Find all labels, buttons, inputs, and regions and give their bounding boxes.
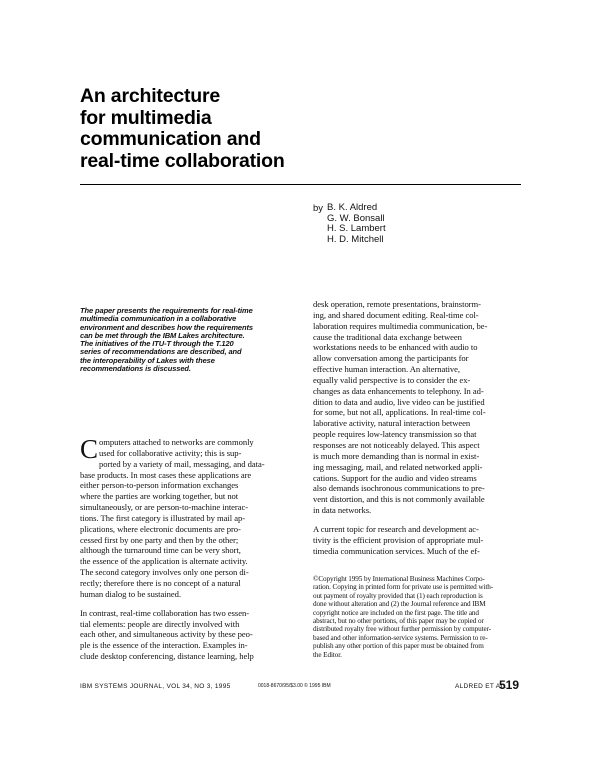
paragraph-gap (313, 516, 523, 524)
author-list (327, 203, 386, 245)
title-line: communication and (80, 128, 261, 150)
abstract-line: The paper presents the requirements for real-time (80, 306, 253, 315)
author-name: B. K. Aldred (327, 202, 378, 213)
body-line: In contrast, real-time collaboration has two essen- (80, 607, 250, 618)
article-title (80, 86, 380, 172)
body-line: simultaneously, or are person-to-machine interac- (80, 502, 249, 513)
body-line: although the turnaround time can be very short, (80, 545, 241, 556)
body-line: tial elements: people are directly involved with (80, 618, 240, 629)
abstract-line: series of recommendations are described, and (80, 347, 242, 357)
body-line: equally valid perspective is to consider the ex- (313, 374, 471, 385)
body-line: clude desktop conferencing, distance learning, help (80, 651, 254, 662)
body-line: ing, and shared document editing. Real-time col- (313, 309, 479, 320)
drop-cap: C (80, 434, 98, 464)
body-line: human dialog to be sustained. (80, 588, 181, 599)
body-line: each other, and simultaneous activity by these peo- (80, 629, 253, 640)
body-line: where the parties are working together, but not (80, 491, 239, 502)
body-line: workstations needs to be enhanced with audio to (313, 342, 478, 353)
title-line: real-time collaboration (80, 149, 285, 172)
running-author: ALDRED ET AL. (455, 683, 507, 690)
body-line: ing messaging, mail, and related networked appli- (313, 461, 483, 472)
body-line: timedia communication services. Much of the ef- (313, 545, 480, 556)
title-line: for multimedia (80, 106, 212, 129)
footnote-line: ©Copyright 1995 by International Business Machines Corpo- (313, 575, 485, 583)
body-line: either person-to-person information exchanges (80, 480, 239, 491)
left-column (80, 434, 300, 662)
body-line: cations. Support for the audio and video streams (313, 472, 477, 483)
body-line: A current topic for research and development ac- (313, 523, 479, 534)
body-line: vent distortion, and this is not commonly available (313, 494, 485, 505)
body-line: in data networks. (313, 505, 372, 516)
body-line: responses are not noticeably delayed. This aspect (313, 439, 480, 450)
abstract-line: The initiatives of the ITU-T through the T.120 (80, 339, 234, 349)
body-line: ple is the essence of the interaction. Examples in- (80, 640, 248, 651)
abstract-line: can be met through the IBM Lakes architecture. (80, 330, 245, 340)
footnote-line: abstract, but no other portions, of this paper may be copied or (313, 617, 484, 626)
page-number: 519 (499, 678, 520, 692)
paragraph-gap (80, 600, 300, 608)
body-line: people requires low-latency transmission so that (313, 429, 477, 440)
author-name: H. S. Lambert (327, 223, 386, 235)
body-line: laborative activity, natural interaction between (313, 418, 471, 429)
body-line: laboration requires multimedia communication, be- (313, 320, 488, 331)
body-line: tivity is the efficient provision of appropriate mul- (313, 534, 484, 545)
copyright-footnote (313, 575, 523, 659)
footnote-line: ration. Copying in printed form for private use is permitted with- (313, 583, 494, 592)
abstract-line: recommendations is discussed. (80, 364, 191, 374)
author-name: G. W. Bonsall (327, 212, 385, 224)
footnote-line: copyright notice are included on the first page. The title and (313, 608, 479, 617)
body-line: the essence of the application is alternate activity. (80, 556, 248, 567)
body-line: also demands isochronous communications to pre- (313, 483, 485, 494)
body-line: changes as data enhancements to telephony. In ad- (313, 385, 484, 396)
footnote-line: distributed royalty free without further permission by computer- (313, 625, 492, 634)
footnote-line: done without alteration and (2) the Journal reference and IBM (313, 600, 486, 609)
body-line: effective human interaction. An alternative, (313, 364, 461, 375)
body-line: ported by a variety of mail, messaging, and data- (98, 458, 265, 469)
authors-by: by (313, 203, 324, 214)
footnote-line: based and other information-service systems. Permission to re- (313, 633, 488, 642)
abstract (80, 307, 303, 373)
title-line: An architecture (80, 85, 221, 107)
body-line: for some, but not all, applications. In real-time col- (313, 407, 486, 418)
abstract-line: multimedia communication in a collaborative (80, 314, 237, 324)
abstract-line: the interoperability of Lakes with these (80, 355, 215, 365)
body-line: cessed first by one party and then by the other; (80, 534, 239, 545)
body-line: desk operation, remote presentations, brainstorm- (313, 299, 481, 309)
footnote-line: publish any other portion of this paper must be obtained from (313, 642, 484, 651)
body-line: tions. The first category is illustrated by mail ap- (80, 512, 246, 523)
body-line: plications, where electronic documents are pro- (80, 523, 241, 534)
body-line: cause the traditional data exchange between (313, 331, 462, 342)
body-line: used for collaborative activity; this is sup- (98, 447, 242, 458)
journal-citation: IBM SYSTEMS JOURNAL, VOL 34, NO 3, 1995 (80, 683, 231, 690)
body-line: dition to data and audio, live video can be justified (313, 396, 485, 407)
body-line: rectly; therefore there is no concept of a natural (80, 577, 241, 588)
footnote-line: the Editor. (313, 650, 342, 659)
author-name: H. D. Mitchell (327, 233, 384, 245)
title-rule (80, 184, 521, 185)
right-column (313, 299, 523, 556)
body-line: The second category involves only one person di- (80, 567, 249, 578)
body-line: is much more demanding than is normal in exist- (313, 450, 480, 461)
footnote-line: out payment of royalty provided that (1) each reproduction is (313, 591, 483, 600)
article-code: 0018-8670/95/$3.00 © 1995 IBM (258, 683, 331, 689)
body-line: allow conversation among the participants for (313, 353, 469, 364)
body-line: base products. In most cases these applications are (80, 469, 252, 480)
abstract-line: environment and describes how the requirements (80, 322, 253, 332)
body-line: omputers attached to networks are commonly (98, 437, 254, 447)
